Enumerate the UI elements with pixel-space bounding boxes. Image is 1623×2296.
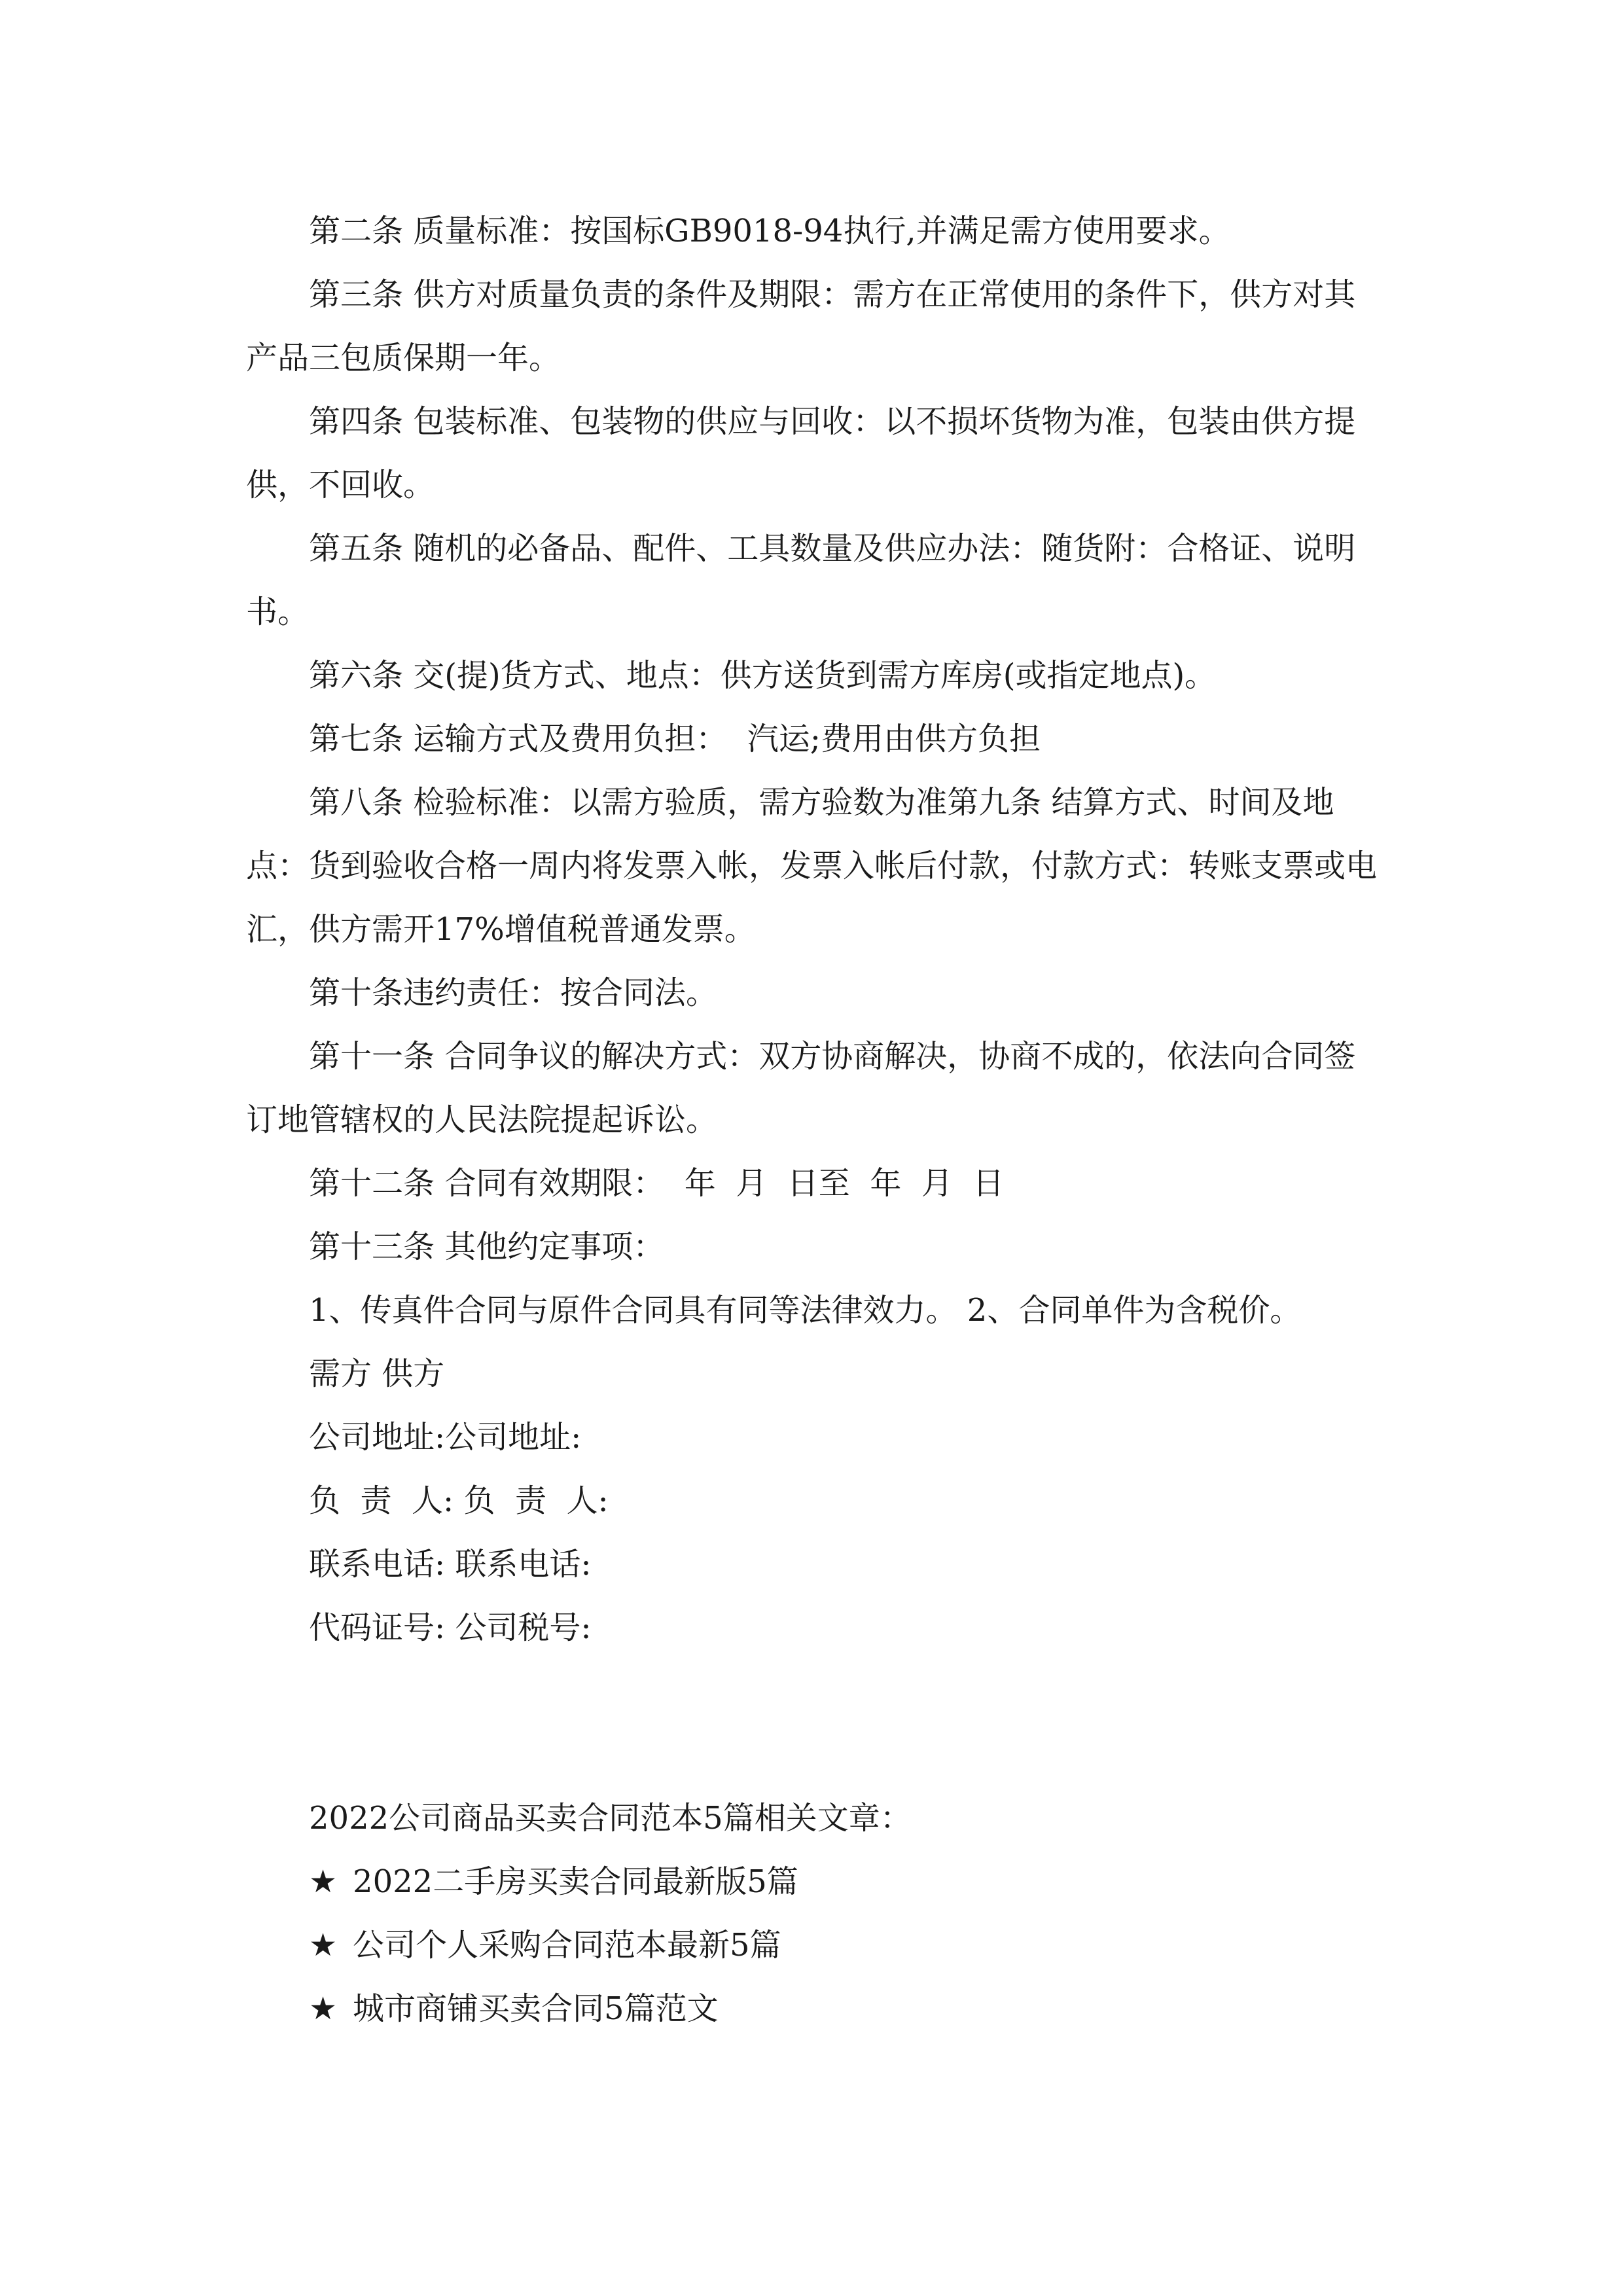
clause-13: 第十三条 其他约定事项： bbox=[309, 1229, 665, 1265]
signature-phone: 联系电话: 联系电话: bbox=[309, 1546, 592, 1583]
signature-code: 代码证号: 公司税号: bbox=[309, 1609, 592, 1646]
signature-parties: 需方 供方 bbox=[309, 1355, 445, 1392]
related-article-label[interactable]: 公司个人采购合同范本最新5篇 bbox=[353, 1927, 781, 1964]
clause-10: 第十条违约责任：按合同法。 bbox=[309, 975, 718, 1011]
signature-responsible: 负 责 人: 负 责 人: bbox=[309, 1482, 609, 1519]
clause-13-items: 1、传真件合同与原件合同具有同等法律效力。 2、合同单件为含税价。 bbox=[309, 1292, 1302, 1329]
related-article-2[interactable] bbox=[246, 1914, 1378, 1977]
clause-4: 第四条 包装标准、包装物的供应与回收：以不损坏货物为准，包装由供方提供，不回收。 bbox=[246, 403, 1356, 503]
related-article-1[interactable] bbox=[246, 1850, 1378, 1914]
star-icon: ★ bbox=[309, 1927, 338, 1964]
clause-5: 第五条 随机的必备品、配件、工具数量及供应办法：随货附：合格证、说明书。 bbox=[246, 530, 1356, 630]
signature-address: 公司地址:公司地址: bbox=[309, 1419, 582, 1456]
clause-11: 第十一条 合同争议的解决方式：双方协商解决，协商不成的，依法向合同签订地管辖权的人民法院提起诉讼。 bbox=[246, 1038, 1356, 1138]
related-article-label[interactable]: 2022二手房买卖合同最新版5篇 bbox=[353, 1863, 798, 1900]
clause-8: 第八条 检验标准：以需方验质，需方验数为准第九条 结算方式、时间及地点：货到验收合格一周内将发票入帐，发票入帐后付款，付款方式：转账支票或电汇，供方需开17%增值税普通发票。 bbox=[246, 784, 1378, 948]
clause-3: 第三条 供方对质量负责的条件及期限：需方在正常使用的条件下，供方对其产品三包质保期一年。 bbox=[246, 276, 1356, 376]
related-article-3[interactable] bbox=[246, 1977, 1378, 2041]
star-icon: ★ bbox=[309, 1990, 338, 2027]
star-icon: ★ bbox=[309, 1863, 338, 1900]
related-article-label[interactable]: 城市商铺买卖合同5篇范文 bbox=[353, 1990, 719, 2027]
section-spacer bbox=[246, 1660, 1378, 1787]
contract-body bbox=[246, 200, 1378, 2041]
related-articles-title: 2022公司商品买卖合同范本5篇相关文章： bbox=[309, 1800, 912, 1837]
clause-6: 第六条 交(提)货方式、地点：供方送货到需方库房(或指定地点)。 bbox=[309, 657, 1217, 694]
clause-12: 第十二条 合同有效期限： 年 月 日至 年 月 日 bbox=[309, 1165, 1005, 1202]
clause-2: 第二条 质量标准：按国标GB9018-94执行,并满足需方使用要求。 bbox=[309, 213, 1230, 249]
clause-7: 第七条 运输方式及费用负担： 汽运;费用由供方负担 bbox=[309, 721, 1041, 757]
